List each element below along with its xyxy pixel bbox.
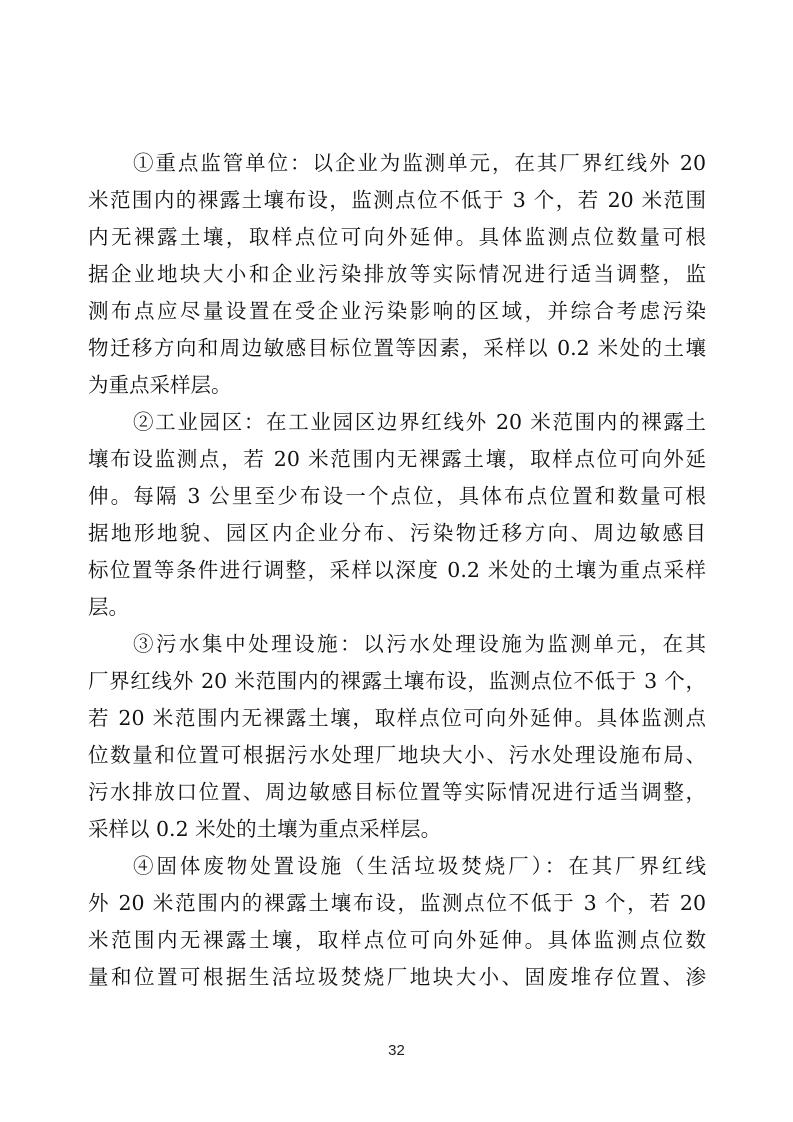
text-line: 采样以 0.2 米处的土壤为重点采样层。 xyxy=(88,817,442,841)
text-line: 壤布设监测点，若 20 米范围内无裸露土壤，取样点位可向外延 xyxy=(88,447,706,471)
paragraph-sewage-treatment xyxy=(88,626,706,848)
text-line: 测布点应尽量设置在受企业污染影响的区域，并综合考虑污染 xyxy=(88,299,706,323)
text-line: 层。 xyxy=(88,595,129,619)
text-line: 量和位置可根据生活垃圾焚烧厂地块大小、固废堆存位置、渗 xyxy=(88,965,706,989)
text-line: 据地形地貌、园区内企业分布、污染物迁移方向、周边敏感目 xyxy=(88,521,706,545)
text-line: 据企业地块大小和企业污染排放等实际情况进行适当调整，监 xyxy=(88,262,706,286)
text-line: ③污水集中处理设施：以污水处理设施为监测单元，在其 xyxy=(133,632,706,656)
text-line: ④固体废物处置设施（生活垃圾焚烧厂）：在其厂界红线 xyxy=(133,854,706,878)
text-line: 标位置等条件进行调整，采样以深度 0.2 米处的土壤为重点采样 xyxy=(88,558,706,582)
paragraph-industrial-park xyxy=(88,404,706,626)
text-line: 外 20 米范围内的裸露土壤布设，监测点位不低于 3 个，若 20 xyxy=(88,891,706,915)
text-line: 为重点采样层。 xyxy=(88,373,232,397)
text-line: 位数量和位置可根据污水处理厂地块大小、污水处理设施布局、 xyxy=(88,743,706,767)
text-line: ②工业园区：在工业园区边界红线外 20 米范围内的裸露土 xyxy=(133,410,706,434)
text-line: 污水排放口位置、周边敏感目标位置等实际情况进行适当调整， xyxy=(88,780,706,804)
paragraph-solid-waste-disposal xyxy=(88,848,706,996)
text-line: 厂界红线外 20 米范围内的裸露土壤布设，监测点位不低于 3 个， xyxy=(88,669,706,693)
paragraph-key-regulated-units xyxy=(88,145,706,404)
text-line: 物迁移方向和周边敏感目标位置等因素，采样以 0.2 米处的土壤 xyxy=(88,336,706,360)
page-number: 32 xyxy=(388,1042,405,1059)
document-body xyxy=(88,145,706,996)
text-line: ①重点监管单位：以企业为监测单元，在其厂界红线外 20 xyxy=(133,151,706,175)
text-line: 米范围内无裸露土壤，取样点位可向外延伸。具体监测点位数 xyxy=(88,928,706,952)
text-line: 伸。每隔 3 公里至少布设一个点位，具体布点位置和数量可根 xyxy=(88,484,706,508)
text-line: 米范围内的裸露土壤布设，监测点位不低于 3 个，若 20 米范围 xyxy=(88,188,706,212)
text-line: 若 20 米范围内无裸露土壤，取样点位可向外延伸。具体监测点 xyxy=(88,706,706,730)
text-line: 内无裸露土壤，取样点位可向外延伸。具体监测点位数量可根 xyxy=(88,225,706,249)
